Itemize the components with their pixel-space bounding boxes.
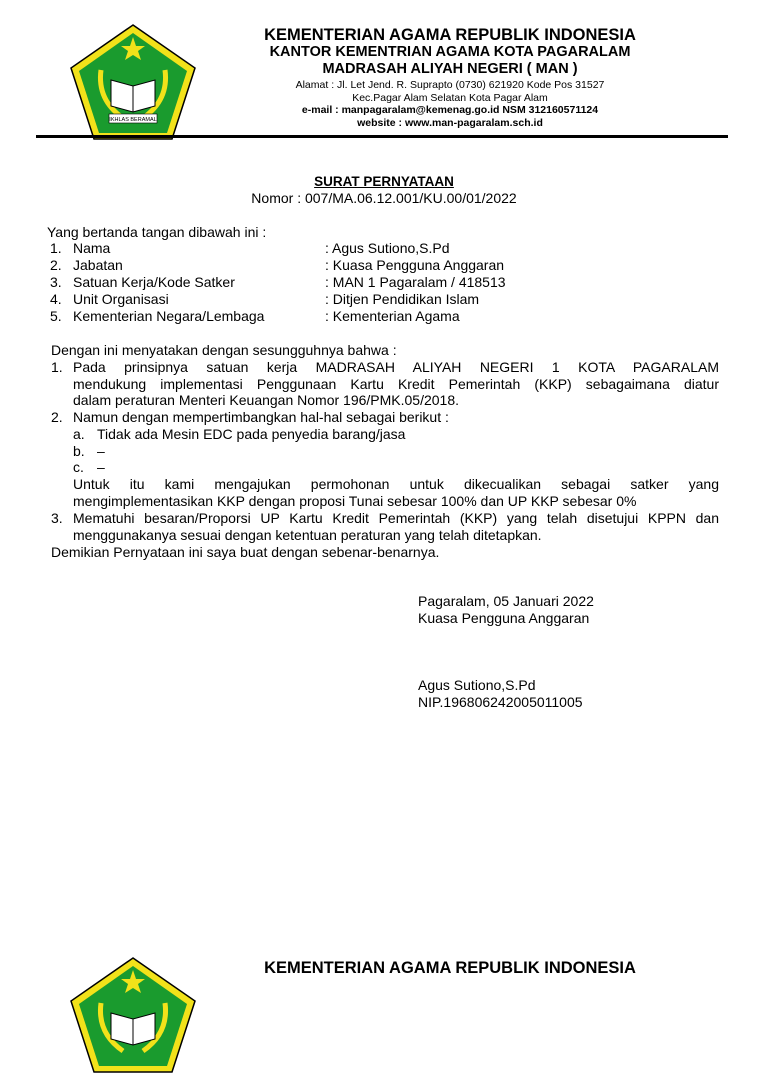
signature-position: Kuasa Pengguna Anggaran xyxy=(418,610,590,626)
statement-intro: Dengan ini menyatakan dengan sesungguhnya bahwa : xyxy=(51,342,397,358)
signature-nip: NIP.196806242005011005 xyxy=(418,694,583,710)
sub-item-num: a. xyxy=(73,426,85,442)
point3-line2: menggunakanya sesuai dengan ketentuan peraturan yang telah ditetapkan. xyxy=(73,527,542,543)
sub-item-num: c. xyxy=(73,459,84,475)
sub-item-num: b. xyxy=(73,443,85,459)
field-value-kementerian: : Kementerian Agama xyxy=(325,308,460,324)
point1-line2: mendukung implementasi Penggunaan Kartu Kredit Pemerintah (KKP) sebagaimana diatur xyxy=(73,376,719,392)
point-num: 2. xyxy=(51,409,63,425)
closing-sentence: Demikian Pernyataan ini saya buat dengan sebenar-benarnya. xyxy=(51,544,440,560)
signature-place-date: Pagaralam, 05 Januari 2022 xyxy=(418,593,594,609)
sub-item-c: – xyxy=(97,459,105,475)
point2-line3: mengimplementasikan KKP dengan proposi Tunai sebesar 100% dan UP KKP sebesar 0% xyxy=(73,493,637,509)
header-office: KANTOR KEMENTRIAN AGAMA KOTA PAGARALAM xyxy=(269,44,631,60)
point1-line1: Pada prinsipnya satuan kerja MADRASAH ALIYAH NEGERI 1 KOTA PAGARALAM xyxy=(73,359,719,375)
letter-intro: Yang bertanda tangan dibawah ini : xyxy=(47,224,267,240)
field-label-satker: Satuan Kerja/Kode Satker xyxy=(73,274,235,290)
field-num: 4. xyxy=(50,291,62,307)
kemenag-logo xyxy=(67,22,199,142)
header-address: Alamat : Jl. Let Jend. R. Suprapto (0730) 621920 Kode Pos 31527 xyxy=(295,79,605,91)
header-email: e-mail : manpagaralam@kemenag.go.id NSM 312160571124 xyxy=(301,104,599,116)
header-district: Kec.Pagar Alam Selatan Kota Pagar Alam xyxy=(352,92,548,104)
field-label-nama: Nama xyxy=(73,240,111,256)
header-rule xyxy=(36,135,728,138)
header-website: website : www.man-pagaralam.sch.id xyxy=(357,117,543,129)
field-value-jabatan: : Kuasa Pengguna Anggaran xyxy=(325,257,505,273)
field-label-unit: Unit Organisasi xyxy=(73,291,169,307)
point2-line1: Namun dengan mempertimbangkan hal-hal sebagai berikut : xyxy=(73,409,449,425)
letter-number: Nomor : 007/MA.06.12.001/KU.00/01/2022 xyxy=(251,190,517,206)
point1-line3: dalam peraturan Menteri Keuangan Nomor 196/PMK.05/2018. xyxy=(73,392,460,408)
sub-item-b: – xyxy=(97,443,105,459)
point2-line2: Untuk itu kami mengajukan permohonan untuk dikecualikan sebagai satker yang xyxy=(73,476,719,492)
point-num: 1. xyxy=(51,359,63,375)
field-num: 3. xyxy=(50,274,62,290)
point3-line1: Mematuhi besaran/Proporsi UP Kartu Kredit Pemerintah (KKP) yang telah disetujui KPPN dan xyxy=(73,510,719,526)
field-num: 2. xyxy=(50,257,62,273)
letter-title: SURAT PERNYATAAN xyxy=(314,174,454,189)
next-page-header-ministry: KEMENTERIAN AGAMA REPUBLIK INDONESIA xyxy=(264,959,636,977)
header-school: MADRASAH ALIYAH NEGERI ( MAN ) xyxy=(322,61,578,77)
field-value-nama: : Agus Sutiono,S.Pd xyxy=(325,240,450,256)
header-ministry: KEMENTERIAN AGAMA REPUBLIK INDONESIA xyxy=(264,26,636,44)
kemenag-logo xyxy=(67,955,199,1075)
field-value-unit: : Ditjen Pendidikan Islam xyxy=(325,291,480,307)
field-label-jabatan: Jabatan xyxy=(73,257,123,273)
signature-name: Agus Sutiono,S.Pd xyxy=(418,677,536,693)
sub-item-a: Tidak ada Mesin EDC pada penyedia barang/jasa xyxy=(97,426,406,442)
field-value-satker: : MAN 1 Pagaralam / 418513 xyxy=(325,274,506,290)
field-num: 5. xyxy=(50,308,62,324)
logo-motto: IKHLAS BERAMAL xyxy=(109,117,157,123)
point-num: 3. xyxy=(51,510,63,526)
field-label-kementerian: Kementerian Negara/Lembaga xyxy=(73,308,265,324)
field-num: 1. xyxy=(50,240,62,256)
